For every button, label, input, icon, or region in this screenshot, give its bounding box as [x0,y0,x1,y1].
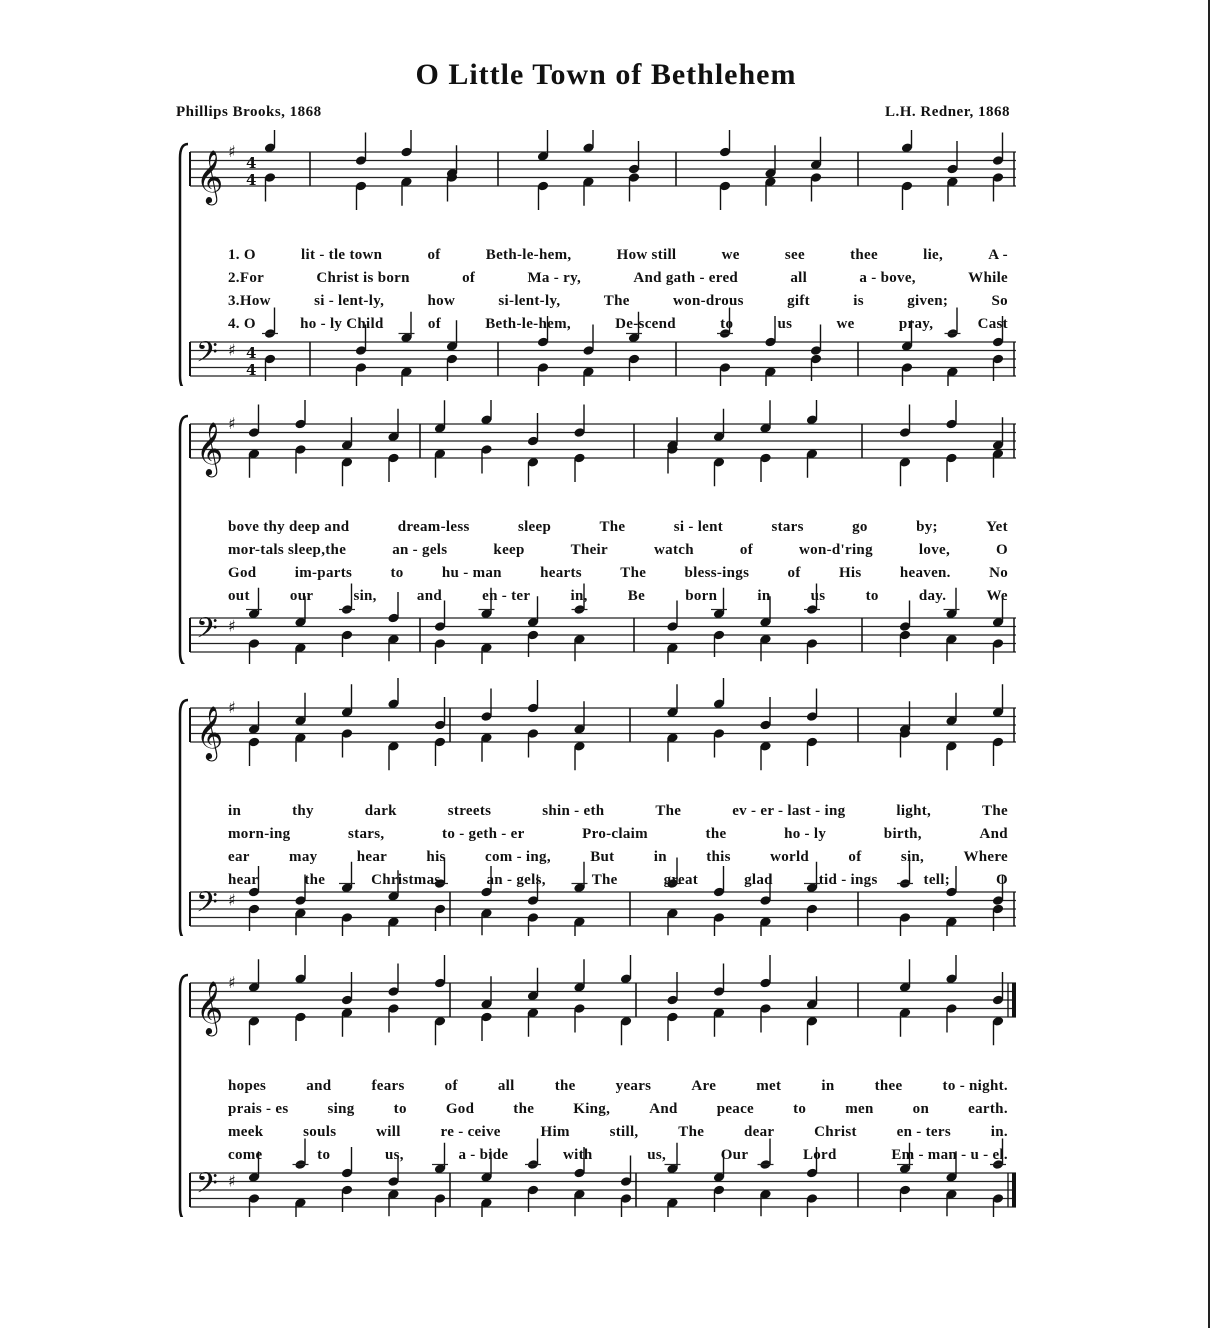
lyric-syllable: heaven. [899,565,951,581]
lyric-syllable: in, [570,588,588,604]
lyric-syllable: How still [616,247,677,263]
lyric-syllable: is [853,293,864,309]
lyric-syllable: us [777,316,793,332]
lyric-syllable: morn-ing [228,826,291,842]
lyric-syllable: en - ters [896,1124,951,1140]
lyric-syllable: an - gels [392,542,448,558]
lyric-syllable: dark [364,803,397,819]
lyric-syllable: world [770,849,810,865]
lyric-syllable: hopes [228,1078,267,1094]
music-system-3 [178,678,1020,936]
lyric-syllable: will [376,1124,401,1140]
lyric-syllable: streets [447,803,492,819]
lyric-syllable: to [390,565,404,581]
lyric-syllable: a - bide [458,1147,509,1163]
system-bracket [180,700,188,936]
lyric-syllable: sin, [900,849,925,865]
key-signature-sharp-icon: ♯ [228,616,236,636]
music-system-4 [178,955,1020,1217]
lyric-syllable: King, [573,1101,611,1117]
lyric-syllable: O [996,542,1008,558]
lyric-syllable: stars, [348,826,385,842]
lyric-syllable: im-parts [294,565,353,581]
lyric-syllable: Beth-le-hem, [485,316,571,332]
lyric-syllable: of [462,270,476,286]
lyric-syllable: how [427,293,456,309]
lyric-syllable: And gath - ered [633,270,739,286]
lyric-syllable: keep [493,542,525,558]
lyric-syllable: to [317,1147,331,1163]
lyric-syllable: shin - eth [542,803,605,819]
lyric-syllable: out [228,588,250,604]
lyric-syllable: birth, [883,826,922,842]
key-signature-sharp-icon: ♯ [228,1171,236,1191]
lyrics-block [228,244,1008,336]
lyric-syllable: we [836,316,855,332]
lyric-syllable: born [685,588,718,604]
bass-staff [190,892,1016,926]
lyric-syllable: may [289,849,318,865]
lyric-syllable: O [995,872,1008,888]
lyric-syllable: God [445,1101,475,1117]
lyric-syllable: We [986,588,1008,604]
lyric-syllable: hu - man [441,565,502,581]
treble-clef-icon: 𝄞 [196,980,224,1034]
lyric-verse-line [228,1144,1008,1167]
lyric-syllable: sleep [517,519,552,535]
lyric-syllable: sing [327,1101,355,1117]
lyric-syllable: thy [292,803,314,819]
lyric-syllable: all [790,270,808,286]
key-signature-sharp-icon: ♯ [228,414,236,434]
lyric-syllable: won-drous [673,293,744,309]
lyric-syllable: in [228,803,242,819]
bass-staff [190,342,1016,376]
lyric-syllable: in. [990,1124,1008,1140]
lyric-syllable: The [603,293,630,309]
lyric-syllable: us [810,588,826,604]
lyric-syllable: en - ter [482,588,531,604]
lyric-syllable: his [426,849,446,865]
lyric-syllable: The [982,803,1008,819]
bass-staff [190,618,1016,652]
lyric-syllable: stars [771,519,804,535]
lyric-syllable: with [563,1147,593,1163]
lyric-syllable: tid - ings [818,872,878,888]
lyric-syllable: re - ceive [440,1124,501,1140]
lyric-syllable: prais - es [228,1101,289,1117]
bass-clef-icon: 𝄢 [196,336,218,376]
lyric-syllable: Be [627,588,646,604]
bass-staff [190,1173,1016,1207]
lyric-syllable: glad [744,872,773,888]
lyric-syllable: men [845,1101,874,1117]
lyric-syllable: to [793,1101,807,1117]
lyric-syllable: Our [720,1147,749,1163]
lyric-syllable: by; [916,519,938,535]
lyric-syllable: light, [896,803,932,819]
hymn-composer: L.H. Redner, 1868 [884,104,1010,120]
lyric-syllable: of [787,565,801,581]
time-signature-top: 4 [246,344,257,363]
lyric-syllable: years [615,1078,652,1094]
system-bracket [180,144,188,386]
lyric-syllable: to [393,1101,407,1117]
lyrics-block [228,516,1008,608]
lyric-syllable: of [427,247,441,263]
lyric-syllable: given; [907,293,949,309]
lyric-syllable: in [757,588,771,604]
lyric-syllable: to [720,316,734,332]
hymn-title: O Little Town of Bethlehem [415,58,797,91]
lyric-syllable: dear [744,1124,775,1140]
lyric-syllable: Pro-claim [582,826,648,842]
lyric-syllable: us, [384,1147,404,1163]
lyric-syllable: a - bove, [859,270,916,286]
lyric-syllable: lie, [923,247,944,263]
lyric-syllable: to - night. [942,1078,1008,1094]
key-signature-sharp-icon: ♯ [228,890,236,910]
lyric-syllable: si - lent-ly, [314,293,385,309]
lyrics-block [228,1075,1008,1167]
lyric-syllable: the [513,1101,535,1117]
lyric-syllable: Are [691,1078,717,1094]
lyric-syllable: our [289,588,314,604]
lyric-syllable: Their [570,542,608,558]
lyric-syllable: gift [787,293,810,309]
lyric-syllable: No [989,565,1008,581]
lyric-syllable: God [228,565,257,581]
lyric-syllable: 3.How [228,293,271,309]
lyric-verse-line [228,800,1008,823]
lyric-syllable: The [655,803,682,819]
lyric-syllable: us, [647,1147,667,1163]
lyric-syllable: in [821,1078,835,1094]
lyric-syllable: and [306,1078,332,1094]
lyric-syllable: mor-tals sleep,the [228,542,347,558]
lyric-syllable: fears [371,1078,405,1094]
time-signature-top: 4 [246,154,257,173]
lyric-syllable: hear [228,872,259,888]
system-bracket [180,416,188,664]
lyric-verse-line [228,1121,1008,1144]
lyric-verse-line [228,1075,1008,1098]
lyric-syllable: of [848,849,862,865]
key-signature-sharp-icon: ♯ [228,973,236,993]
bass-clef-icon: 𝄢 [196,612,218,652]
key-signature-sharp-icon: ♯ [228,698,236,718]
lyric-syllable: His [838,565,862,581]
lyric-syllable: tell; [923,872,951,888]
key-signature-sharp-icon: ♯ [228,340,236,360]
lyric-syllable: hearts [540,565,582,581]
lyric-syllable: in [653,849,667,865]
lyric-syllable: of [427,316,441,332]
lyric-syllable: an - gels, [486,872,546,888]
lyric-syllable: 1. O [228,247,256,263]
lyric-verse-line [228,244,1008,267]
lyric-syllable: com - ing, [484,849,551,865]
lyric-syllable: ev - er - last - ing [732,803,846,819]
lyric-verse-line [228,585,1008,608]
bass-clef-icon: 𝄢 [196,886,218,926]
lyric-syllable: si-lent-ly, [498,293,561,309]
lyric-syllable: And [979,826,1008,842]
lyric-syllable: of [739,542,753,558]
lyric-syllable: While [968,270,1008,286]
lyric-syllable: De-scend [615,316,676,332]
lyric-syllable: to [865,588,879,604]
lyric-syllable: ho - ly [784,826,827,842]
bass-clef-icon: 𝄢 [196,1167,218,1207]
lyric-syllable: hear [356,849,388,865]
lyric-syllable: The [678,1124,705,1140]
lyric-syllable: and [416,588,442,604]
lyric-syllable: watch [654,542,694,558]
lyric-verse-line [228,267,1008,290]
treble-staff [190,708,1016,742]
lyric-syllable: Yet [986,519,1008,535]
lyric-syllable: Ma - ry, [527,270,582,286]
lyric-syllable: pray, [898,316,934,332]
lyric-verse-line [228,869,1008,892]
time-signature-bottom: 4 [246,171,257,190]
lyric-syllable: go [852,519,868,535]
treble-clef-icon: 𝄞 [196,149,224,203]
lyric-verse-line [228,516,1008,539]
lyric-syllable: love, [918,542,950,558]
treble-staff [190,152,1016,186]
lyric-syllable: sin, [353,588,377,604]
lyric-syllable: But [590,849,615,865]
lyric-syllable: ear [228,849,250,865]
lyric-syllable: Lord [802,1147,837,1163]
lyric-syllable: The [599,519,626,535]
treble-staff [190,424,1016,458]
lyric-syllable: Cast [977,316,1008,332]
treble-clef-icon: 𝄞 [196,421,224,475]
time-signature-bottom: 4 [246,361,257,380]
lyric-syllable: see [784,247,805,263]
lyric-verse-line [228,290,1008,313]
lyric-syllable: A - [988,247,1008,263]
lyric-syllable: thee [874,1078,903,1094]
lyric-syllable: So [991,293,1008,309]
lyric-syllable: come [228,1147,263,1163]
lyric-verse-line [228,1098,1008,1121]
lyric-syllable: ho - ly Child [300,316,384,332]
lyric-syllable: bove thy deep and [228,519,350,535]
lyric-verse-line [228,313,1008,336]
lyric-syllable: the [705,826,727,842]
lyric-verse-line [228,823,1008,846]
lyric-syllable: si - lent [673,519,724,535]
lyric-syllable: the [554,1078,576,1094]
treble-staff [190,983,1016,1017]
lyric-syllable: the [304,872,326,888]
lyric-syllable: bless-ings [684,565,750,581]
lyrics-block [228,800,1008,892]
lyric-syllable: The [620,565,647,581]
key-signature-sharp-icon: ♯ [228,142,236,162]
lyric-syllable: earth. [968,1101,1008,1117]
hymn-author: Phillips Brooks, 1868 [176,104,322,120]
lyric-syllable: thee [850,247,878,263]
lyric-syllable: won-d'ring [799,542,873,558]
lyric-syllable: all [497,1078,515,1094]
lyric-syllable: 4. O [228,316,256,332]
lyric-syllable: peace [716,1101,755,1117]
system-bracket [180,975,188,1217]
lyric-syllable: still, [609,1124,639,1140]
lyric-syllable: we [721,247,740,263]
lyric-syllable: The [591,872,618,888]
lyric-syllable: on [912,1101,930,1117]
music-system-1 [178,130,1020,386]
lyric-syllable: to - geth - er [442,826,525,842]
lyric-syllable: Where [963,849,1008,865]
lyric-syllable: Christ [814,1124,857,1140]
lyric-syllable: met [756,1078,782,1094]
lyric-verse-line [228,846,1008,869]
lyric-syllable: Em - man - u - el. [891,1147,1008,1163]
music-system-2 [178,400,1020,664]
lyric-syllable: meek [228,1124,264,1140]
lyric-syllable: Christ is born [316,270,410,286]
lyric-syllable: souls [303,1124,337,1140]
lyric-syllable: of [444,1078,458,1094]
lyric-syllable: lit - tle town [301,247,383,263]
lyric-syllable: 2.For [228,270,265,286]
lyric-syllable: Beth-le-hem, [485,247,572,263]
lyric-syllable: this [706,849,731,865]
lyric-syllable: dream-less [397,519,470,535]
lyric-verse-line [228,562,1008,585]
lyric-syllable: Him [540,1124,570,1140]
lyric-verse-line [228,539,1008,562]
page-edge-rule [1208,0,1210,1328]
treble-clef-icon: 𝄞 [196,705,224,759]
lyric-syllable: Christmas [371,872,441,888]
lyric-syllable: day. [918,588,947,604]
lyric-syllable: great [663,872,699,888]
lyric-syllable: And [649,1101,678,1117]
